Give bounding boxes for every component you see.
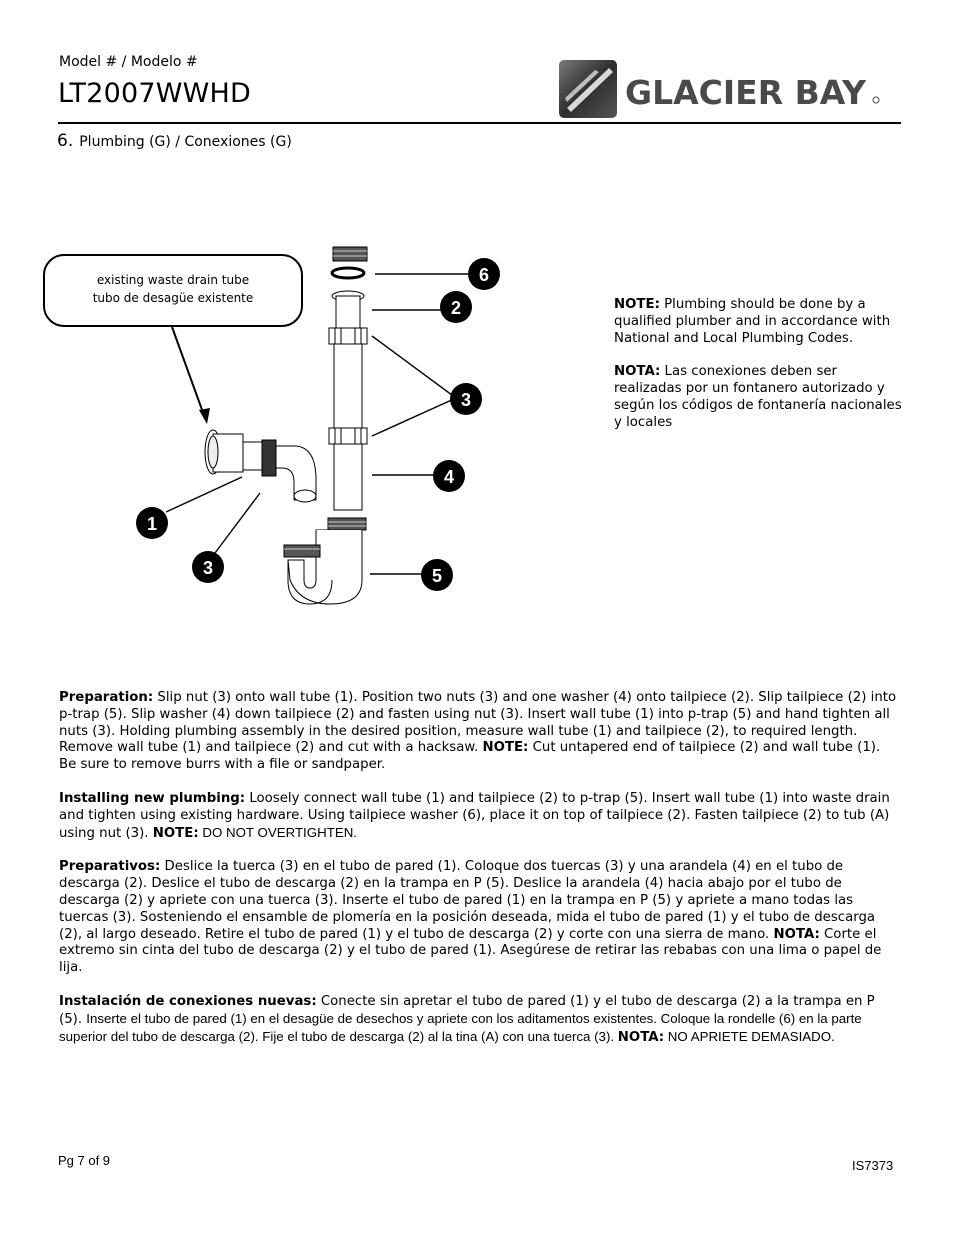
svg-text:1: 1 <box>146 514 158 534</box>
plumbing-diagram <box>0 230 600 620</box>
marker-3-upper <box>450 383 482 415</box>
glacier-bay-logo <box>557 58 887 122</box>
marker-1 <box>136 507 168 539</box>
preparation-es-text: Deslice la tuerca (3) en el tubo de pared (1). Coloque dos tuercas (3) y una arandela (4) en el tubo de descarga (2). Deslice el tubo de descarga (2) en la trampa en P (5). Deslice la arandela (4) hacia abajo por el tubo de descarga (2) y apriete con una tuerca (3). Inserte el tubo de pared (1) en la trampa en P (5) y apriete a mano todas las tuercas (3). Sosteniendo el ensamble de plomería en la posición deseada, mida el tubo de pared (1) y el tubo de descarga (2), al largo deseado. Retire el tubo de pared (1) y el tubo de descarga (2) y corte con una sierra de mano. <box>59 859 876 942</box>
installing-es-label: Instalación de conexiones nuevas: <box>59 993 317 1009</box>
svg-text:5: 5 <box>431 566 443 586</box>
page-number: Pg 7 of 9 <box>58 1153 111 1168</box>
note-es-text: Las conexiones deben ser realizadas por un fontanero autorizado y según los códigos de fontanería nacionales y locales <box>614 364 902 430</box>
note-es-label: NOTA: <box>614 364 661 379</box>
preparation-es-note-text: Corte el extremo sin cinta del tubo de descarga (2) y el tubo de pared (1). Asegúrese de retirar las rebabas con una lima o papel de lija. <box>59 926 882 976</box>
marker-4 <box>433 460 465 492</box>
preparation-en-text: Slip nut (3) onto wall tube (1). Position two nuts (3) and one washer (4) onto tailpiece (2). Slip tailpiece (2) into p-trap (5). Slip washer (4) down tailpiece (2) and fasten using nut (3). Insert wall tube (1) into p-trap (5) and hand tighten all nuts (3). Holding plumbing assembly in the desired position, measure wall tube (1) and tailpiece (2), to required length. Remove wall tube (1) and tailpiece (2) and cut with a hacksaw. <box>59 690 897 756</box>
document-code: IS7373 <box>852 1158 894 1173</box>
preparation-en-note-label: NOTE: <box>482 740 529 756</box>
header-rule <box>58 122 901 124</box>
preparation-en-label: Preparation: <box>59 690 154 705</box>
installing-en-note-label: NOTE: <box>152 825 199 841</box>
svg-text:3: 3 <box>202 558 214 578</box>
installing-es-text-b: Inserte el tubo de pared (1) en el desagüe de desechos y apriete con los aditamentos existentes. Coloque la rondelle (6) en la parte superior del tubo de descarga (2). Fije el tubo de descarga (2) al la tina (A) con una tuerca (3). <box>59 1010 862 1044</box>
note-en-label: NOTE: <box>614 297 660 312</box>
installing-es-text-a: Conecte sin apretar el tubo de pared (1) y el tubo de descarga (2) a la trampa en P (5). <box>59 993 875 1027</box>
wall-tube-assembly <box>205 430 316 502</box>
svg-text:2: 2 <box>450 298 462 318</box>
step-number: 6. <box>57 131 74 151</box>
instructions <box>59 690 897 1063</box>
step-heading: Plumbing (G) / Conexiones (G) <box>79 134 292 150</box>
note-block <box>614 296 904 447</box>
note-en <box>614 296 904 347</box>
preparation-en <box>59 690 897 774</box>
note-en-text: Plumbing should be done by a qualified plumber and in accordance with National and Local Plumbing Codes. <box>614 297 891 346</box>
installing-es-note-text: NO APRIETE DEMASIADO. <box>664 1028 835 1044</box>
marker-2 <box>440 291 472 323</box>
svg-text:3: 3 <box>460 390 472 410</box>
marker-5 <box>421 559 453 591</box>
logo-wordmark: GLACIER BAY <box>625 73 867 112</box>
installing-en-text: Loosely connect wall tube (1) and tailpiece (2) to p-trap (5). Insert wall tube (1) into waste drain and tighten using existing hardware. Using tailpiece washer (6), place it on top of tailpiece (2). Fasten tailpiece (2) to tub (A) using nut (3). <box>59 790 890 841</box>
step-title <box>57 131 292 151</box>
callout-text-en: existing waste drain tube <box>96 273 250 287</box>
svg-text:4: 4 <box>443 467 455 487</box>
marker-6 <box>468 258 500 290</box>
preparation-es-note-label: NOTA: <box>773 926 820 942</box>
model-label: Model # / Modelo # <box>59 54 198 70</box>
callout-text-es: tubo de desagüe existente <box>92 291 254 305</box>
installing-es <box>59 994 897 1046</box>
installing-es-note-label: NOTA: <box>617 1029 665 1045</box>
installing-en-note-text: DO NOT OVERTIGHTEN. <box>198 824 357 840</box>
model-number: LT2007WWHD <box>58 78 252 109</box>
preparation-es-label: Preparativos: <box>59 859 161 875</box>
marker-3-lower <box>192 551 224 583</box>
installing-en <box>59 791 897 842</box>
preparation-en-note-text: Cut untapered end of tailpiece (2) and wall tube (1). Be sure to remove burrs with a file or sandpaper. <box>59 740 881 773</box>
note-es <box>614 363 904 431</box>
preparation-es <box>59 859 897 977</box>
installing-en-label: Installing new plumbing: <box>59 790 246 806</box>
svg-text:6: 6 <box>478 265 490 285</box>
